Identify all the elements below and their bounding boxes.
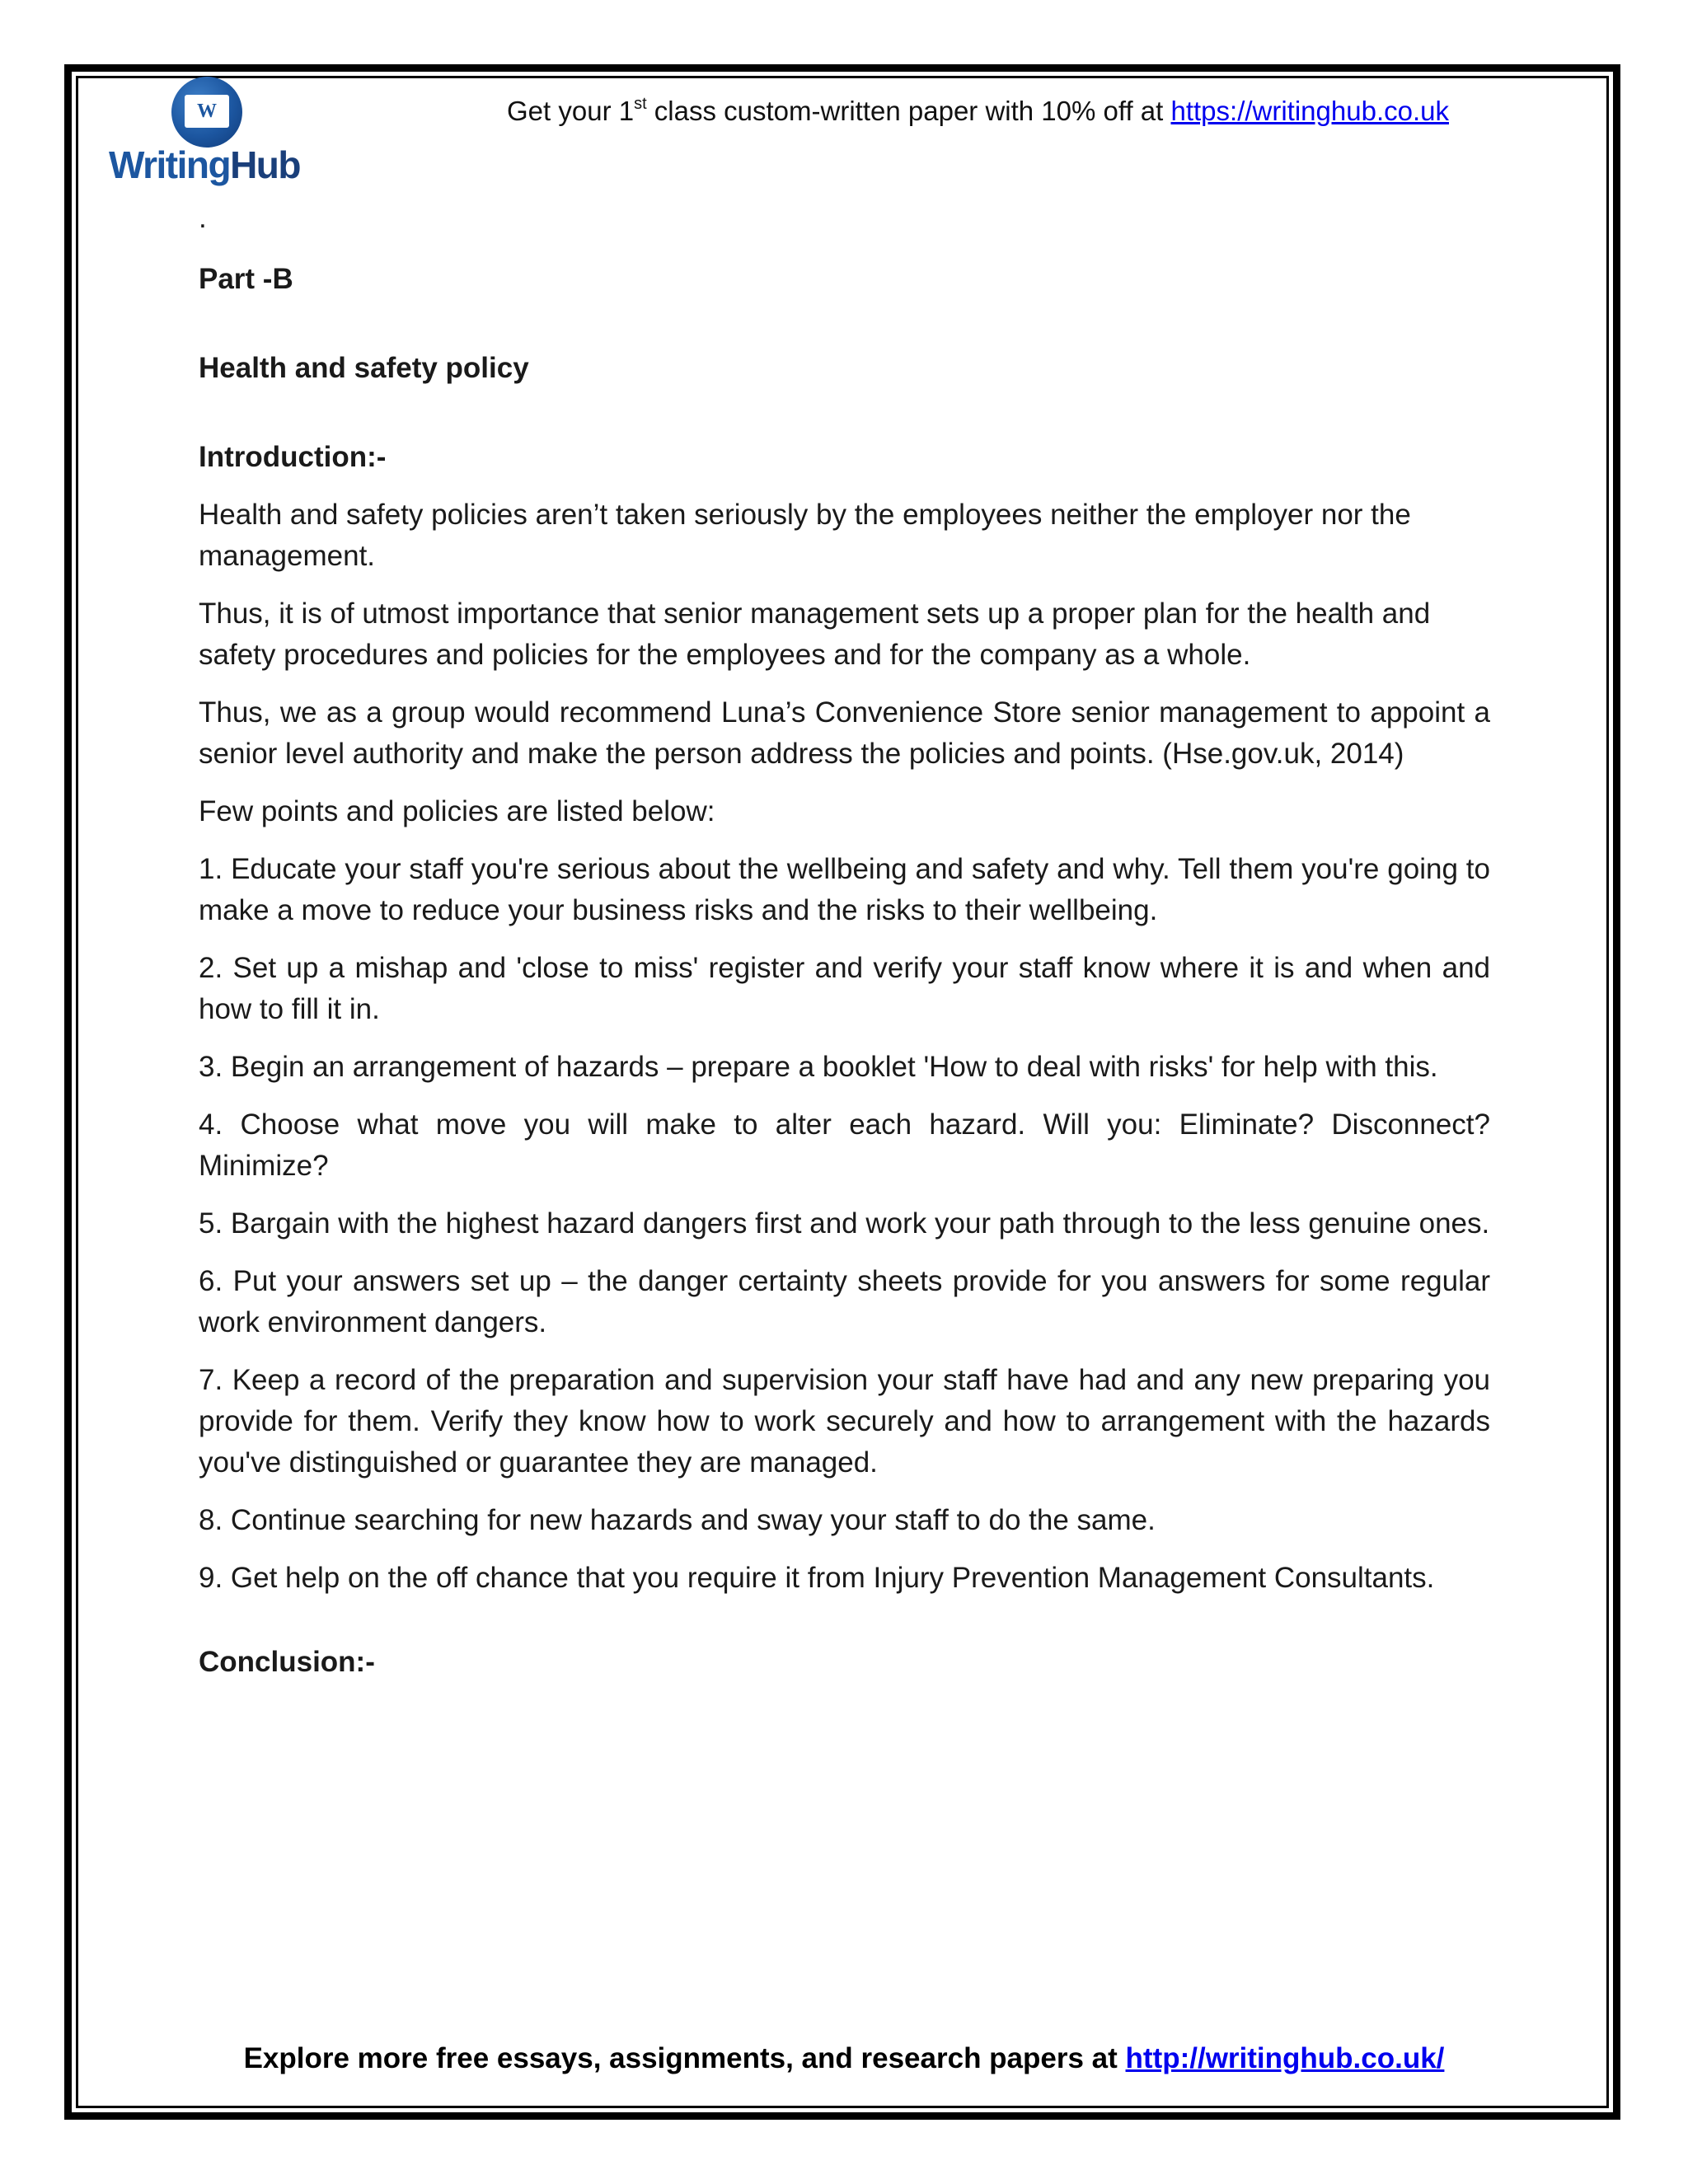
paragraph: Thus, we as a group would recommend Luna’s Convenience Store senior management to appoint a senior level authority and make the person address the policies and points. (Hse.gov.uk, 2014)	[199, 696, 1490, 770]
list-item: 5. Bargain with the highest hazard dangers first and work your path through to the less genuine ones.	[199, 1207, 1490, 1240]
paragraph: Thus, it is of utmost importance that senior management sets up a proper plan for the health and safety procedures and policies for the employees and for the company as a whole.	[199, 598, 1431, 671]
header-promo: Get your 1st class custom-written paper with 10% off at https://writinghub.co.uk	[507, 95, 1449, 126]
part-heading: Part -B	[199, 263, 293, 295]
stray-dot: .	[199, 202, 207, 234]
list-item: 6. Put your answers set up – the danger certainty sheets provide for you answers for some regular work environment dangers.	[199, 1265, 1490, 1338]
list-item: 3. Begin an arrangement of hazards – prepare a booklet 'How to deal with risks' for help with this.	[199, 1051, 1438, 1083]
list-item: 9. Get help on the off chance that you require it from Injury Prevention Management Consultants.	[199, 1562, 1435, 1594]
list-item: 4. Choose what move you will make to alter each hazard. Will you: Eliminate? Disconnect? Minimize?	[199, 1108, 1490, 1182]
footer-link[interactable]: http://writinghub.co.uk/	[1125, 2042, 1445, 2074]
paragraph: Few points and policies are listed below:	[199, 795, 715, 827]
logo-wordmark: WritingHub	[109, 143, 300, 186]
list-item: 7. Keep a record of the preparation and supervision your staff have had and any new preparing you provide for them. Verify they know how to work securely and how to arrangement with the hazards you've distinguished or guarantee they are managed.	[199, 1364, 1490, 1479]
header-link[interactable]: https://writinghub.co.uk	[1170, 96, 1449, 126]
writinghub-logo[interactable]	[109, 77, 323, 184]
list-item: 2. Set up a mishap and 'close to miss' register and verify your staff know where it is and when and how to fill it in.	[199, 952, 1490, 1025]
footer-promo: Explore more free essays, assignments, and research papers at http://writinghub.co.uk/	[243, 2042, 1445, 2074]
intro-heading: Introduction:-	[199, 441, 387, 473]
list-item: 8. Continue searching for new hazards and sway your staff to do the same.	[199, 1504, 1156, 1536]
document-body	[199, 198, 1490, 1683]
section-title: Health and safety policy	[199, 352, 529, 384]
conclusion-heading: Conclusion:-	[199, 1646, 375, 1678]
list-item: 1. Educate your staff you're serious about the wellbeing and safety and why. Tell them you're going to make a move to reduce your business risks and the risks to their wellbeing.	[199, 853, 1490, 926]
logo-book-icon: W	[185, 95, 229, 128]
paragraph: Health and safety policies aren’t taken seriously by the employees neither the employer nor the management.	[199, 499, 1411, 572]
